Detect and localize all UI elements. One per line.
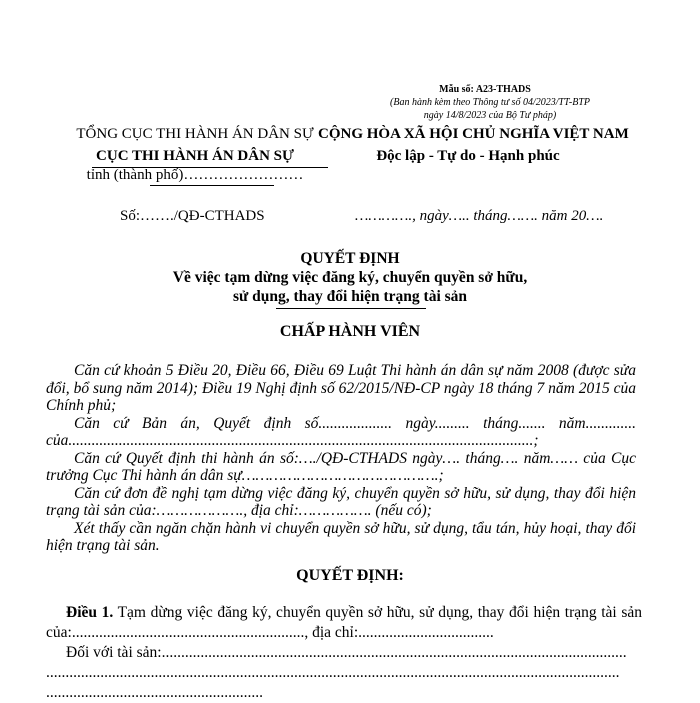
ground-reasoning: Xét thấy cần ngăn chặn hành vi chuyển quyền sở hữu, sử dụng, tẩu tán, hủy hoại, thay đổi hiện trạng tài sản. bbox=[46, 519, 636, 554]
agency-province-underline bbox=[150, 185, 274, 186]
article-1-line-3: ........................................................ bbox=[46, 684, 263, 701]
decision-heading: QUYẾT ĐỊNH: bbox=[296, 567, 404, 584]
article-1-assets-label: Đối với tài sản: bbox=[66, 644, 162, 661]
agency-parent: TỔNG CỤC THI HÀNH ÁN DÂN SỰ bbox=[76, 126, 314, 142]
article-1-line-2: .................................................................................................................................................... bbox=[46, 664, 620, 681]
form-issued-line-1: (Ban hành kèm theo Thông tư số 04/2023/TT-BTP bbox=[390, 97, 590, 108]
agency-name: CỤC THI HÀNH ÁN DÂN SỰ bbox=[96, 148, 294, 164]
authority-heading: CHẤP HÀNH VIÊN bbox=[279, 323, 421, 340]
ground-judgment: Căn cứ Bản án, Quyết định số................... ngày......... tháng....... năm............. của........................................................................................................................; bbox=[46, 414, 636, 449]
ground-law: Căn cứ khoản 5 Điều 20, Điều 66, Điều 69 Luật Thi hành án dân sự năm 2008 (được sửa đổi, bổ sung năm 2014); Điều 19 Nghị định số 62/2015/NĐ-CP ngày 18 tháng 7 năm 2015 của Chính phủ; bbox=[46, 362, 636, 414]
decision-date: …………., ngày….. tháng……. năm 20…. bbox=[355, 208, 604, 224]
ground-request: Căn cứ đơn đề nghị tạm dừng việc đăng ký, chuyển quyền sở hữu, sử dụng, thay đổi hiện trạng tài sản của:………………., địa chỉ:……………. (nếu có); bbox=[46, 484, 636, 519]
article-1-label: Điều 1. bbox=[66, 604, 114, 621]
agency-province: tỉnh (thành phố)…………………… bbox=[86, 167, 304, 183]
document-subtitle-line-2: sử dụng, thay đổi hiện trạng tài sản bbox=[232, 288, 468, 305]
article-1-text: Tạm dừng việc đăng ký, chuyển quyền sở hữu, sử dụng, thay đổi hiện trạng tài sản của:............................................................, địa chỉ:................................... bbox=[46, 604, 642, 641]
ground-execution-decision: Căn cứ Quyết định thi hành án số:…./QĐ-CTHADS ngày…. tháng…. năm…… của Cục trưởng Cục Thi hành án dân sự…………………………………….; bbox=[46, 449, 636, 484]
form-number: Mẫu số: A23-THADS bbox=[439, 84, 531, 95]
decision-number: Số:……./QĐ-CTHADS bbox=[120, 208, 265, 224]
national-title: CỘNG HÒA XÃ HỘI CHỦ NGHĨA VIỆT NAM bbox=[318, 126, 629, 142]
title-underline bbox=[276, 308, 426, 309]
form-issued-line-2: ngày 14/8/2023 của Bộ Tư pháp) bbox=[423, 110, 557, 121]
document-title: QUYẾT ĐỊNH bbox=[300, 250, 400, 267]
article-1-assets-dots: ........................................................................................................................ bbox=[161, 644, 627, 661]
article-1 bbox=[46, 603, 642, 703]
national-motto: Độc lập - Tự do - Hạnh phúc bbox=[376, 148, 560, 164]
document-subtitle-line-1: Về việc tạm dừng việc đăng ký, chuyển quyền sở hữu, bbox=[172, 269, 528, 286]
legal-grounds bbox=[46, 362, 636, 555]
